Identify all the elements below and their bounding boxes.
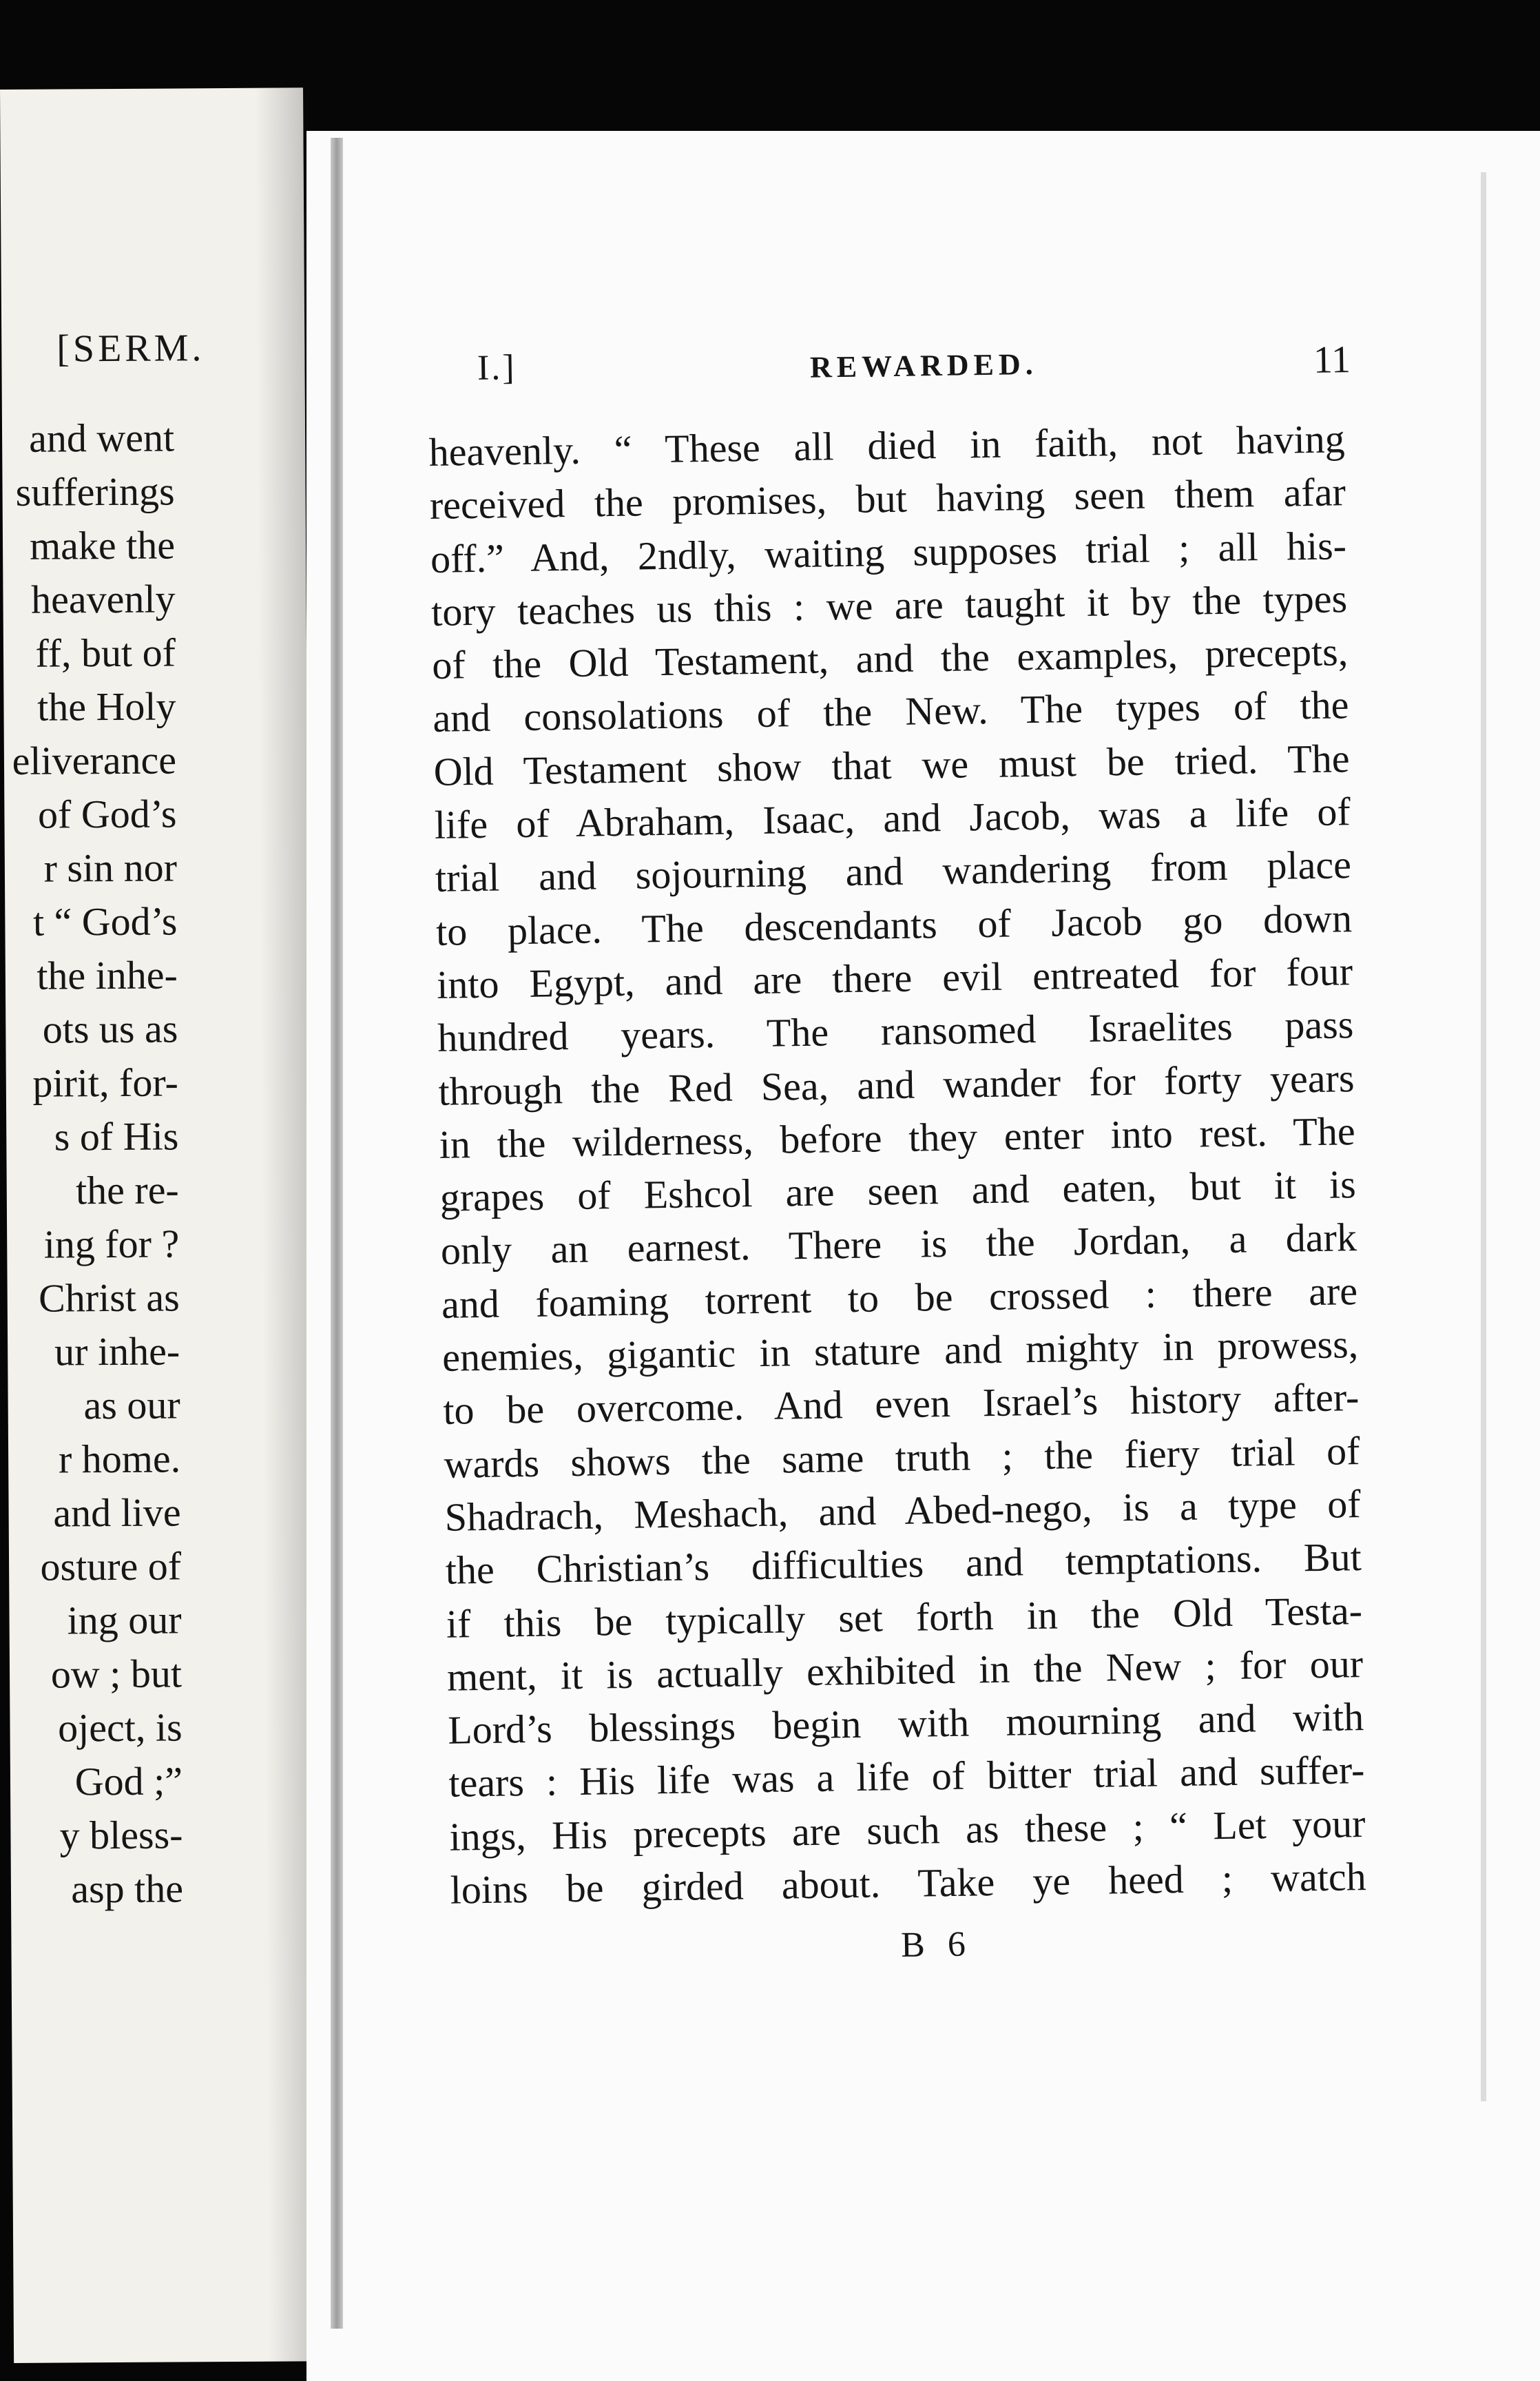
- text-line: ment, it is actually exhibited in the New ; for our: [446, 1640, 1364, 1700]
- left-text-line: r sin nor: [43, 845, 178, 891]
- left-text-line: heavenly: [30, 576, 176, 622]
- text-line: hundred years. The ransomed Israelites pass: [437, 1002, 1354, 1061]
- running-title: REWARDED.: [809, 347, 1039, 384]
- left-page-text: [2, 410, 300, 1917]
- text-line: enemies, gigantic in stature and mighty in prowess,: [441, 1321, 1359, 1380]
- text-line: to be overcome. And even Israel’s history after-: [442, 1374, 1360, 1434]
- text-line: trial and sojourning and wandering from place: [435, 842, 1352, 901]
- left-running-head: [SERM.: [56, 327, 205, 371]
- text-line: tory teaches us this : we are taught it by the types: [430, 576, 1348, 635]
- left-text-line: ots us as: [42, 1006, 178, 1052]
- left-text-line: asp the: [71, 1866, 184, 1912]
- text-line: and consolations of the New. The types of the: [433, 682, 1349, 741]
- text-line: through the Red Sea, and wander for forty years: [438, 1055, 1355, 1114]
- left-text-line: y bless-: [59, 1812, 183, 1858]
- section-number: I.]: [477, 348, 517, 388]
- text-line: off.” And, 2ndly, waiting supposes trial ; all his-: [430, 522, 1347, 581]
- left-text-line: Christ as: [38, 1275, 180, 1321]
- left-text-line: the inhe-: [37, 952, 178, 998]
- left-text-line: ing our: [67, 1597, 182, 1643]
- left-text-line: t “ God’s: [32, 898, 178, 945]
- text-line: life of Abraham, Isaac, and Jacob, was a life of: [434, 789, 1351, 847]
- text-line: to place. The descendants of Jacob go down: [435, 895, 1353, 954]
- running-head: [427, 310, 1351, 400]
- left-text-line: osture of: [40, 1543, 182, 1589]
- text-line: the Christian’s difficulties and temptations. But: [445, 1534, 1362, 1594]
- left-text-line: make the: [29, 522, 176, 568]
- left-page: [0, 87, 317, 2363]
- text-line: in the wilderness, before they enter into rest. The: [439, 1109, 1356, 1167]
- left-text-line: s of His: [54, 1113, 179, 1159]
- gutter-fold: [331, 138, 343, 2329]
- left-text-line: ur inhe-: [54, 1328, 180, 1374]
- text-line: ings, His precepts are such as these ; “ Let your: [449, 1800, 1366, 1859]
- left-text-line: ow ; but: [50, 1651, 183, 1697]
- text-line: Shadrach, Meshach, and Abed-nego, is a type of: [444, 1481, 1362, 1540]
- left-text-line: eliverance: [12, 737, 177, 783]
- left-text-line: and live: [53, 1490, 181, 1536]
- text-line: wards shows the same truth ; the fiery trial of: [444, 1427, 1360, 1487]
- text-line: tears : His life was a life of bitter trial and suffer-: [448, 1747, 1365, 1806]
- text-line: grapes of Eshcol are seen and eaten, but it is: [439, 1162, 1357, 1221]
- left-text-line: ing for ?: [43, 1221, 180, 1267]
- left-text-line: pirit, for-: [32, 1060, 179, 1106]
- page-number: 11: [1313, 338, 1351, 382]
- left-text-line: ff, but of: [35, 630, 176, 676]
- left-text-line: of God’s: [37, 791, 177, 837]
- text-line: into Egypt, and are there evil entreated for four: [436, 949, 1353, 1007]
- right-page-text-block: [427, 310, 1367, 1972]
- text-line: and foaming torrent to be crossed : there are: [441, 1268, 1358, 1327]
- text-line: loins be girded about. Take ye heed ; watch: [450, 1854, 1367, 1913]
- text-line: Old Testament show that we must be tried. The: [433, 735, 1350, 794]
- text-line: heavenly. “ These all died in faith, not having: [428, 416, 1346, 475]
- body-text: [428, 412, 1366, 1917]
- text-line: of the Old Testament, and the examples, precepts,: [431, 629, 1349, 688]
- left-text-line: the Holy: [37, 683, 176, 730]
- left-text-line: God ;”: [74, 1758, 183, 1804]
- text-line: only an earnest. There is the Jordan, a dark: [440, 1215, 1357, 1274]
- left-text-line: r home.: [58, 1436, 181, 1482]
- text-line: received the promises, but having seen them afar: [429, 469, 1346, 528]
- text-line: Lord’s blessings begin with mourning and with: [447, 1694, 1364, 1753]
- left-text-line: sufferings: [15, 468, 175, 515]
- text-line: if this be typically set forth in the Old Testa-: [446, 1587, 1363, 1647]
- signature-mark: B 6: [900, 1924, 973, 1966]
- left-text-line: and went: [28, 415, 175, 461]
- page-edge: [1481, 172, 1486, 2101]
- left-text-line: the re-: [75, 1167, 179, 1213]
- left-text-line: as our: [83, 1382, 180, 1428]
- left-text-line: oject, is: [57, 1704, 183, 1751]
